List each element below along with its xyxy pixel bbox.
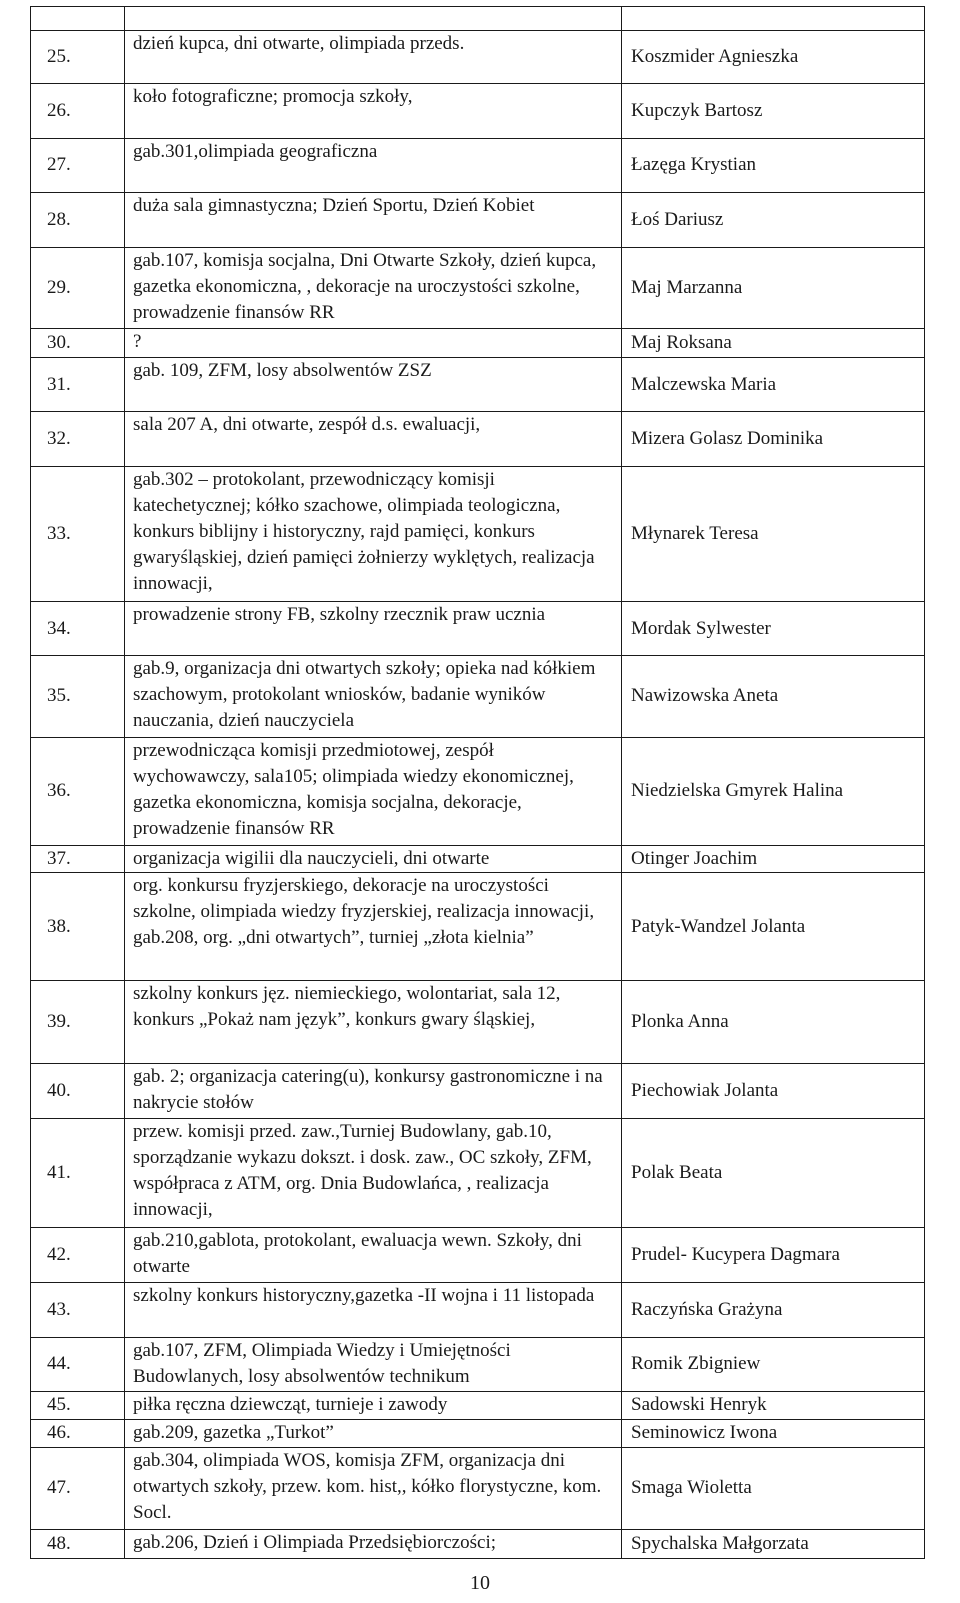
row-number: 46. [31, 1419, 125, 1447]
row-description: gab.107, komisja socjalna, Dni Otwarte Szkoły, dzień kupca, gazetka ekonomiczna, , dekoracje na uroczystości szkolne, prowadzenie finansów RR [125, 247, 622, 328]
row-teacher-name: Nawizowska Aneta [622, 656, 925, 737]
row-number: 42. [31, 1228, 125, 1283]
row-description: duża sala gimnastyczna; Dzień Sportu, Dzień Kobiet [125, 193, 622, 248]
row-teacher-name: Raczyńska Grażyna [622, 1282, 925, 1337]
table-row [31, 193, 925, 248]
table-row [31, 138, 925, 193]
row-number: 48. [31, 1529, 125, 1558]
row-teacher-name: Łoś Dariusz [622, 193, 925, 248]
table-row [31, 30, 925, 84]
row-number: 30. [31, 329, 125, 358]
table-row [31, 1419, 925, 1447]
row-description: sala 207 A, dni otwarte, zespół d.s. ewaluacji, [125, 412, 622, 467]
row-number: 29. [31, 247, 125, 328]
row-teacher-name: Prudel- Kucypera Dagmara [622, 1228, 925, 1283]
row-description: ? [125, 329, 622, 358]
row-number: 31. [31, 357, 125, 412]
row-teacher-name: Smaga Wioletta [622, 1447, 925, 1529]
row-teacher-name: Otinger Joachim [622, 845, 925, 873]
table-row [31, 656, 925, 737]
row-teacher-name: Piechowiak Jolanta [622, 1063, 925, 1119]
row-teacher-name: Mizera Golasz Dominika [622, 412, 925, 467]
page-number: 10 [470, 1572, 490, 1594]
table-row [31, 412, 925, 467]
header-cell-empty [125, 7, 622, 31]
row-number: 33. [31, 466, 125, 601]
table-row [31, 1529, 925, 1558]
row-teacher-name: Seminowicz Iwona [622, 1419, 925, 1447]
row-description: szkolny konkurs jęz. niemieckiego, wolontariat, sala 12, konkurs „Pokaż nam język”, konkurs gwary śląskiej, [125, 981, 622, 1063]
row-number: 38. [31, 873, 125, 981]
row-description: gab.9, organizacja dni otwartych szkoły; opieka nad kółkiem szachowym, protokolant wniosków, badanie wyników nauczania, dzień nauczyciela [125, 656, 622, 737]
header-cell-empty [622, 7, 925, 31]
row-number: 45. [31, 1392, 125, 1420]
row-teacher-name: Koszmider Agnieszka [622, 30, 925, 84]
row-number: 39. [31, 981, 125, 1063]
table-row [31, 1282, 925, 1337]
table-row [31, 247, 925, 328]
table-row [31, 1063, 925, 1119]
row-number: 27. [31, 138, 125, 193]
row-description: prowadzenie strony FB, szkolny rzecznik praw ucznia [125, 601, 622, 656]
row-teacher-name: Malczewska Maria [622, 357, 925, 412]
row-teacher-name: Sadowski Henryk [622, 1392, 925, 1420]
row-teacher-name: Łazęga Krystian [622, 138, 925, 193]
row-number: 36. [31, 737, 125, 845]
table-row [31, 981, 925, 1063]
row-description: przewodnicząca komisji przedmiotowej, zespół wychowawczy, sala105; olimpiada wiedzy ekonomicznej, gazetka ekonomiczna, komisja socjalna, dekoracje, prowadzenie finansów RR [125, 737, 622, 845]
row-teacher-name: Niedzielska Gmyrek Halina [622, 737, 925, 845]
row-number: 47. [31, 1447, 125, 1529]
table-row [31, 1337, 925, 1392]
row-description: koło fotograficzne; promocja szkoły, [125, 84, 622, 139]
row-description: gab. 2; organizacja catering(u), konkursy gastronomiczne i na nakrycie stołów [125, 1063, 622, 1119]
table-row [31, 329, 925, 358]
row-number: 32. [31, 412, 125, 467]
table-row [31, 873, 925, 981]
row-description: gab.210,gablota, protokolant, ewaluacja wewn. Szkoły, dni otwarte [125, 1228, 622, 1283]
row-number: 44. [31, 1337, 125, 1392]
row-description: gab.304, olimpiada WOS, komisja ZFM, organizacja dni otwartych szkoły, przew. kom. hist,, kółko florystyczne, kom. Socl. [125, 1447, 622, 1529]
row-teacher-name: Kupczyk Bartosz [622, 84, 925, 139]
header-cell-empty [31, 7, 125, 31]
table-row [31, 1119, 925, 1228]
row-teacher-name: Romik Zbigniew [622, 1337, 925, 1392]
row-description: organizacja wigilii dla nauczycieli, dni otwarte [125, 845, 622, 873]
table-row [31, 466, 925, 601]
row-description: gab. 109, ZFM, losy absolwentów ZSZ [125, 357, 622, 412]
row-teacher-name: Plonka Anna [622, 981, 925, 1063]
table-row [31, 845, 925, 873]
row-number: 35. [31, 656, 125, 737]
row-teacher-name: Młynarek Teresa [622, 466, 925, 601]
table-header-row [31, 7, 925, 31]
table-row [31, 1228, 925, 1283]
row-teacher-name: Mordak Sylwester [622, 601, 925, 656]
row-teacher-name: Maj Marzanna [622, 247, 925, 328]
row-description: org. konkursu fryzjerskiego, dekoracje na uroczystości szkolne, olimpiada wiedzy fryzjerskiej, realizacja innowacji, gab.208, org. „dni otwartych”, turniej „złota kielnia” [125, 873, 622, 981]
row-number: 43. [31, 1282, 125, 1337]
row-teacher-name: Spychalska Małgorzata [622, 1529, 925, 1558]
row-number: 37. [31, 845, 125, 873]
table-row [31, 1447, 925, 1529]
assignments-table [30, 6, 925, 1559]
row-number: 34. [31, 601, 125, 656]
row-description: gab.302 – protokolant, przewodniczący komisji katechetycznej; kółko szachowe, olimpiada teologiczna, konkurs biblijny i historyczny, rajd pamięci, konkurs gwaryśląskiej, dzień pamięci żołnierzy wyklętych, realizacja innowacji, [125, 466, 622, 601]
row-number: 25. [31, 30, 125, 84]
row-teacher-name: Patyk-Wandzel Jolanta [622, 873, 925, 981]
row-description: przew. komisji przed. zaw.,Turniej Budowlany, gab.10, sporządzanie wykazu dokszt. i dosk. zaw., OC szkoły, ZFM, współpraca z ATM, org. Dnia Budowlańca, , realizacja innowacji, [125, 1119, 622, 1228]
row-description: gab.206, Dzień i Olimpiada Przedsiębiorczości; [125, 1529, 622, 1558]
table-row [31, 1392, 925, 1420]
row-description: gab.107, ZFM, Olimpiada Wiedzy i Umiejętności Budowlanych, losy absolwentów technikum [125, 1337, 622, 1392]
row-number: 41. [31, 1119, 125, 1228]
row-number: 28. [31, 193, 125, 248]
row-teacher-name: Polak Beata [622, 1119, 925, 1228]
table-row [31, 84, 925, 139]
table-row [31, 601, 925, 656]
row-description: dzień kupca, dni otwarte, olimpiada przeds. [125, 30, 622, 84]
row-number: 26. [31, 84, 125, 139]
row-number: 40. [31, 1063, 125, 1119]
row-teacher-name: Maj Roksana [622, 329, 925, 358]
row-description: gab.301,olimpiada geograficzna [125, 138, 622, 193]
table-row [31, 737, 925, 845]
row-description: piłka ręczna dziewcząt, turnieje i zawody [125, 1392, 622, 1420]
row-description: szkolny konkurs historyczny,gazetka -II wojna i 11 listopada [125, 1282, 622, 1337]
row-description: gab.209, gazetka „Turkot” [125, 1419, 622, 1447]
table-row [31, 357, 925, 412]
